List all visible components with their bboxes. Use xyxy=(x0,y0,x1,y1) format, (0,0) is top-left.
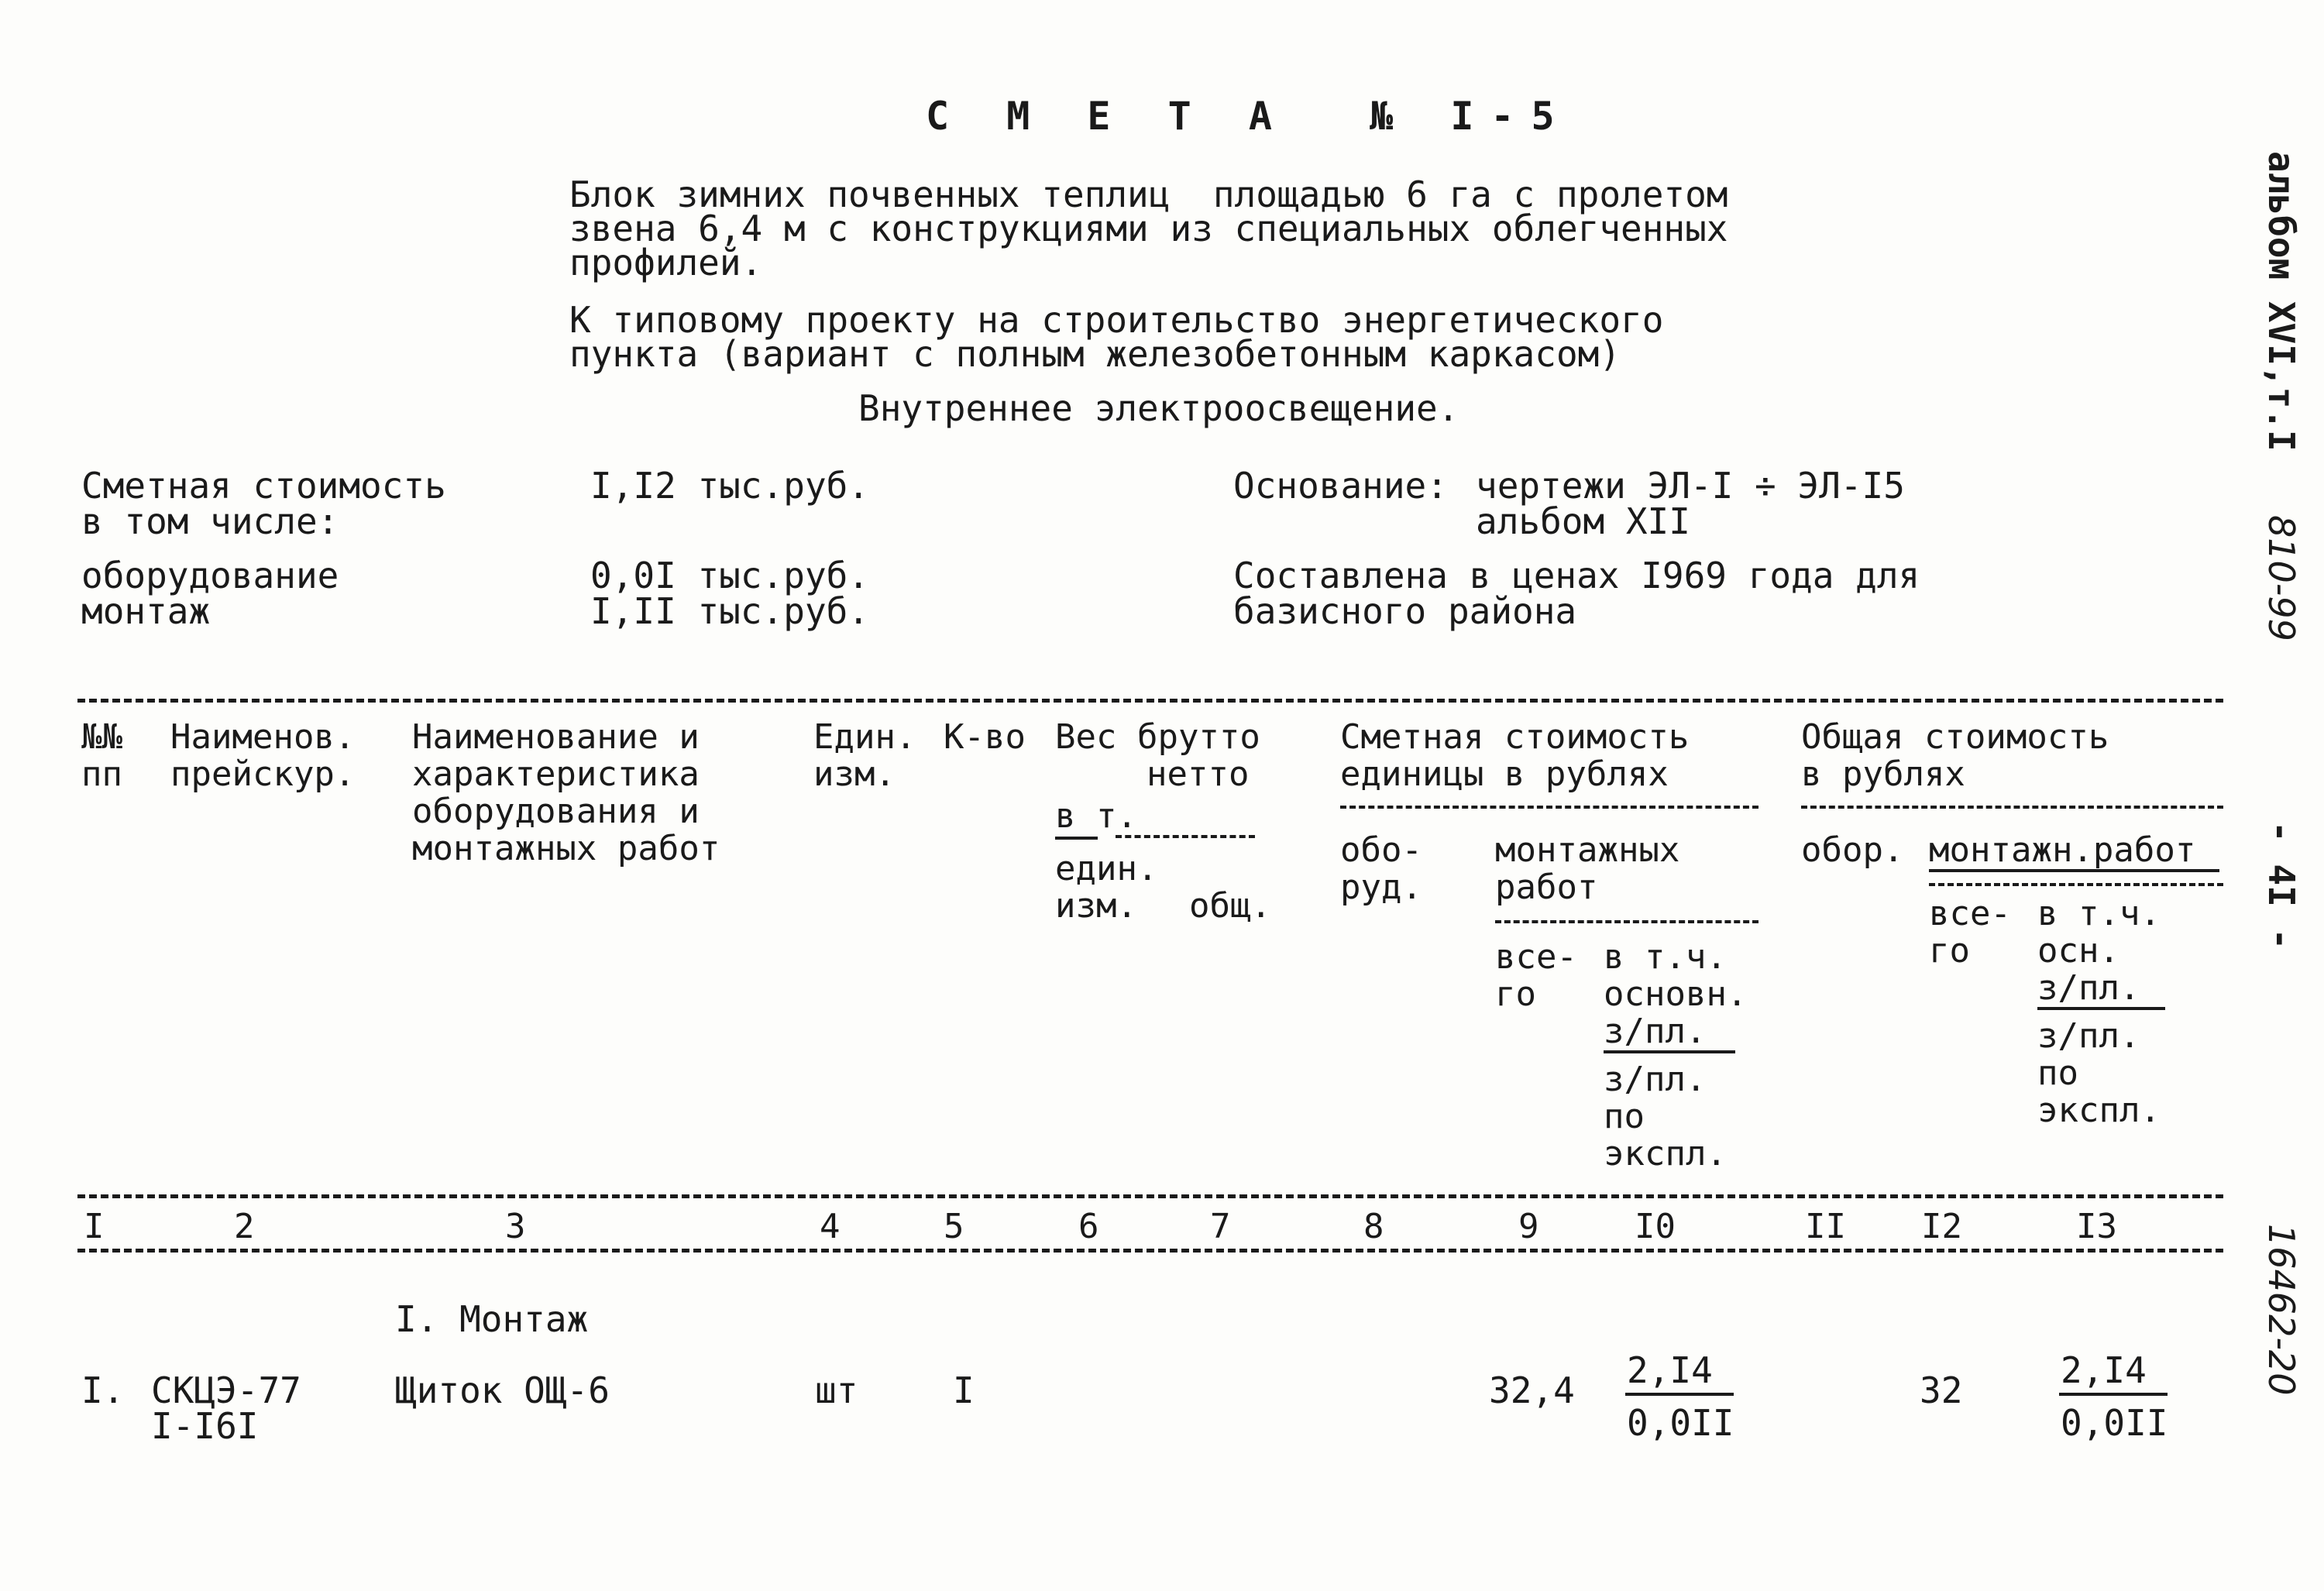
header-col13: по xyxy=(2037,1053,2078,1093)
header-col3: характеристика xyxy=(412,754,700,794)
header-col12: все- xyxy=(1929,894,2011,933)
row-unit: шт xyxy=(815,1369,858,1411)
basis-label: Основание: xyxy=(1233,465,1448,507)
header-col3: оборудования и xyxy=(412,792,700,831)
header-col3: монтажных работ xyxy=(412,829,720,868)
equipment-label: оборудование xyxy=(81,555,339,596)
header-col6: Вес брутто xyxy=(1055,717,1260,757)
header-col10: основн. xyxy=(1604,974,1748,1014)
group-title: I. Монтаж xyxy=(395,1298,589,1340)
row-unit-wage-operation: 0,0II xyxy=(1627,1402,1734,1444)
header-total-cost: Общая стоимость xyxy=(1801,717,2109,757)
table-top-rule xyxy=(77,699,2223,703)
header-col5: К-во xyxy=(944,717,1026,757)
header-col7: общ. xyxy=(1189,886,1271,926)
row-unit-wage-main: 2,I4 xyxy=(1627,1349,1713,1391)
description-line: Блок зимних почвенных теплиц площадью 6 га с пролетом xyxy=(569,174,1728,215)
header-divider xyxy=(1495,920,1758,923)
column-number: I2 xyxy=(1921,1207,1962,1246)
column-number: 2 xyxy=(234,1207,255,1246)
header-install-total: монтажн.работ xyxy=(1929,830,2196,870)
header-underline xyxy=(1055,837,1098,840)
header-col11: обор. xyxy=(1801,830,1904,870)
row-number: I. xyxy=(81,1369,125,1411)
header-bottom-rule xyxy=(77,1194,2223,1198)
description-line: К типовому проекту на строительство энергетического xyxy=(569,299,1664,341)
header-col6: изм. xyxy=(1055,886,1137,926)
column-number: 6 xyxy=(1078,1207,1099,1246)
header-col4: изм. xyxy=(813,754,896,794)
header-unit-cost: единицы в рублях xyxy=(1340,754,1669,794)
row-unit-install-total: 32,4 xyxy=(1489,1369,1575,1411)
side-album-label: альбом XVI,т.I xyxy=(2260,151,2302,452)
header-col8: руд. xyxy=(1340,868,1422,907)
fraction-bar xyxy=(1625,1393,1734,1396)
header-col10: з/пл. xyxy=(1604,1060,1707,1099)
cost-label-sub: в том числе: xyxy=(81,500,339,542)
document-title: С М Е Т А № I-5 xyxy=(926,94,1572,139)
header-col10: в т.ч. xyxy=(1604,937,1727,977)
header-col13: осн. xyxy=(2037,931,2119,971)
prices-note-sub: базисного района xyxy=(1233,590,1577,632)
column-number: II xyxy=(1805,1207,1846,1246)
description-line: звена 6,4 м с конструкциями из специальных облегченных xyxy=(569,208,1728,249)
header-col10: экспл. xyxy=(1604,1134,1727,1173)
row-total-install: 32 xyxy=(1920,1369,1963,1411)
row-price-code: СКЦЭ-77 xyxy=(151,1369,301,1411)
header-divider xyxy=(1801,806,2223,809)
column-number: I0 xyxy=(1635,1207,1676,1246)
row-total-wage-main: 2,I4 xyxy=(2061,1349,2147,1391)
header-col1: пп xyxy=(81,754,122,794)
column-number: 5 xyxy=(944,1207,964,1246)
header-col3: Наименование и xyxy=(412,717,700,757)
description-line: профилей. xyxy=(569,242,763,283)
header-col13: з/пл. xyxy=(2037,968,2140,1008)
header-col1: №№ xyxy=(81,717,122,757)
header-col2: Наименов. xyxy=(170,717,356,757)
fraction-bar xyxy=(2059,1393,2168,1396)
column-number: I xyxy=(84,1207,105,1246)
cost-value: I,I2 тыс.руб. xyxy=(590,465,870,507)
basis-value: чертежи ЭЛ-I ÷ ЭЛ-I5 xyxy=(1476,465,1905,507)
column-number: 7 xyxy=(1210,1207,1231,1246)
prices-note: Составлена в ценах I969 года для xyxy=(1233,555,1920,596)
header-col6: един. xyxy=(1055,849,1158,888)
header-col13: экспл. xyxy=(2037,1091,2161,1130)
header-underline xyxy=(1929,869,2219,872)
header-col6: в т. xyxy=(1055,796,1137,836)
column-number: 4 xyxy=(820,1207,841,1246)
header-install: работ xyxy=(1495,868,1598,907)
column-number: 9 xyxy=(1518,1207,1539,1246)
section-title: Внутреннее электроосвещение. xyxy=(858,387,1459,429)
header-col12: го xyxy=(1929,931,1970,971)
header-unit-cost: Сметная стоимость xyxy=(1340,717,1690,757)
equipment-value: 0,0I тыс.руб. xyxy=(590,555,870,596)
column-number: I3 xyxy=(2076,1207,2117,1246)
header-col8: обо- xyxy=(1340,830,1422,870)
side-code-label: 810-99 xyxy=(2260,515,2302,641)
column-numbers-rule xyxy=(77,1249,2223,1253)
side-page-number: - 4I - xyxy=(2260,821,2302,950)
header-col4: Един. xyxy=(813,717,916,757)
header-col13: в т.ч. xyxy=(2037,894,2161,933)
header-col10: по xyxy=(1604,1097,1645,1136)
header-divider xyxy=(1929,883,2223,886)
row-price-code-sub: I-I6I xyxy=(151,1405,259,1447)
header-divider xyxy=(1340,806,1758,809)
header-col9: го xyxy=(1495,974,1536,1014)
row-qty: I xyxy=(953,1369,975,1411)
column-number: 8 xyxy=(1363,1207,1384,1246)
install-value: I,II тыс.руб. xyxy=(590,590,870,632)
description-line: пункта (вариант с полным железобетонным каркасом) xyxy=(569,333,1621,375)
basis-value-sub: альбом XII xyxy=(1476,500,1690,542)
header-col13: з/пл. xyxy=(2037,1016,2140,1056)
row-name: Щиток ОЩ-6 xyxy=(395,1369,610,1411)
header-install: монтажных xyxy=(1495,830,1680,870)
header-total-cost: в рублях xyxy=(1801,754,1965,794)
header-col6: нетто xyxy=(1147,754,1250,794)
header-divider xyxy=(1116,835,1255,838)
column-number: 3 xyxy=(505,1207,526,1246)
header-col2: прейскур. xyxy=(170,754,356,794)
header-col9: все- xyxy=(1495,937,1577,977)
cost-label: Сметная стоимость xyxy=(81,465,446,507)
install-label: монтаж xyxy=(81,590,211,632)
row-total-wage-operation: 0,0II xyxy=(2061,1402,2168,1444)
side-document-number: 16462-20 xyxy=(2260,1224,2302,1396)
header-underline xyxy=(1604,1050,1735,1053)
header-underline xyxy=(2037,1007,2165,1010)
header-col10: з/пл. xyxy=(1604,1012,1707,1051)
